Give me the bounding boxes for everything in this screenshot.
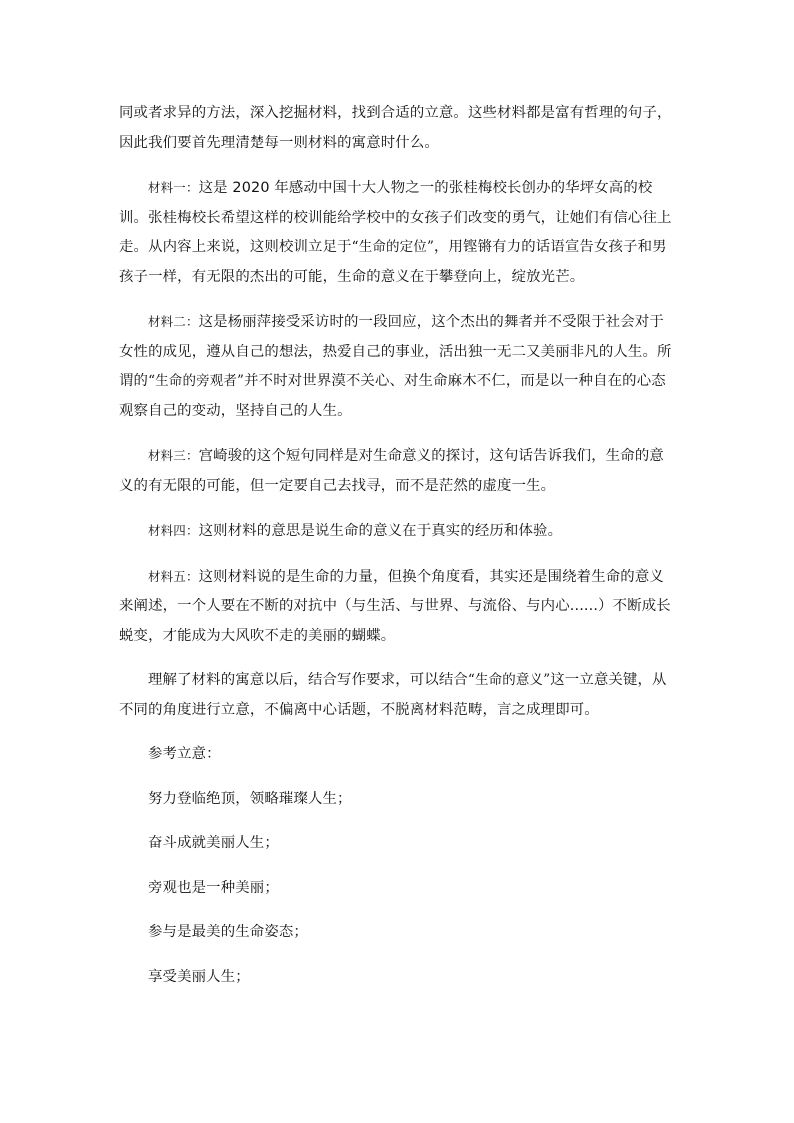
material-1-quote: “生命的定位” bbox=[351, 239, 435, 255]
summary-paragraph bbox=[119, 666, 675, 725]
reference-item: 努力登临绝顶，领略璀璨人生； bbox=[148, 790, 352, 807]
reference-heading: 参考立意： bbox=[148, 746, 221, 762]
material-1-paragraph bbox=[119, 173, 675, 292]
reference-item: 旁观也是一种美丽； bbox=[148, 879, 279, 896]
reference-item: 参与是最美的生命姿态； bbox=[148, 924, 308, 940]
material-5-text: 这则材料说的是生命的力量，但换个角度看，其实还是围绕着生命的意义来阐述，一个人要在不断的对抗中（与生活、与世界、与流俗、与内心......）不断成长蜕变，才能成为大风吹不走的美丽的蝴蝶。 bbox=[119, 568, 671, 644]
material-2-quote: “生命的旁观者” bbox=[148, 373, 245, 389]
reference-item: 奋斗成就美丽人生； bbox=[148, 835, 279, 851]
material-3-text: 宫崎骏的这个短句同样是对生命意义的探讨，这句话告诉我们，生命的意义的有无限的可能，但一定要自己去找寻，而不是茫然的虚度一生。 bbox=[119, 448, 664, 494]
material-1-text-end: ，用铿锵有力的话语宣告女孩子和男孩子一样，有无限的杰出的可能，生命的意义在于攀登向上，绽放光芒。 bbox=[119, 239, 667, 285]
material-3-label: 材料三： bbox=[148, 448, 199, 463]
material-5-paragraph bbox=[119, 562, 675, 652]
summary-text-end: 这一立意关键，从不同的角度进行立意，不偏离中心话题，不脱离材料范畴，言之成理即可。 bbox=[119, 672, 667, 718]
material-1-label: 材料一： bbox=[148, 180, 199, 195]
document-page bbox=[119, 99, 675, 992]
material-2-text-end: 并不时对世界漠不关心、对生命麻木不仁，而是以一种自在的心态观察自己的变动，坚持自己的人生。 bbox=[119, 373, 666, 419]
material-2-text: 这是杨丽萍接受采访时的一段回应，这个杰出的舞者并不受限于社会对于女性的成见，遵从自己的想法，热爱自己的事业，活出独一无二又美丽非凡的人生。所谓的 bbox=[119, 314, 672, 389]
material-5-label: 材料五： bbox=[148, 568, 199, 584]
reference-item: 享受美丽人生； bbox=[148, 968, 250, 985]
intro-paragraph: 同或者求异的方法，深入挖掘材料，找到合适的立意。这些材料都是富有哲理的句子，因此我们要首先理清楚每一则材料的寓意时什么。 bbox=[119, 105, 672, 151]
material-1-text: 这是 2020 年感动中国十大人物之一的张桂梅校长创办的华坪女高的校训。张桂梅校长希望这样的校训能给学校中的女孩子们改变的勇气，让她们有信心往上走。从内容上来说，这则校训立足于 bbox=[119, 180, 672, 255]
material-3-paragraph bbox=[119, 441, 675, 501]
material-4-label: 材料四： bbox=[148, 523, 199, 538]
material-2-paragraph bbox=[119, 307, 675, 426]
material-2-label: 材料二： bbox=[148, 314, 199, 329]
material-4-paragraph bbox=[119, 516, 675, 547]
material-4-text: 这则材料的意思是说生命的意义在于真实的经历和体验。 bbox=[198, 523, 563, 539]
summary-quote: “生命的意义” bbox=[467, 672, 551, 688]
summary-text: 理解了材料的寓意以后，结合写作要求，可以结合 bbox=[148, 672, 468, 688]
